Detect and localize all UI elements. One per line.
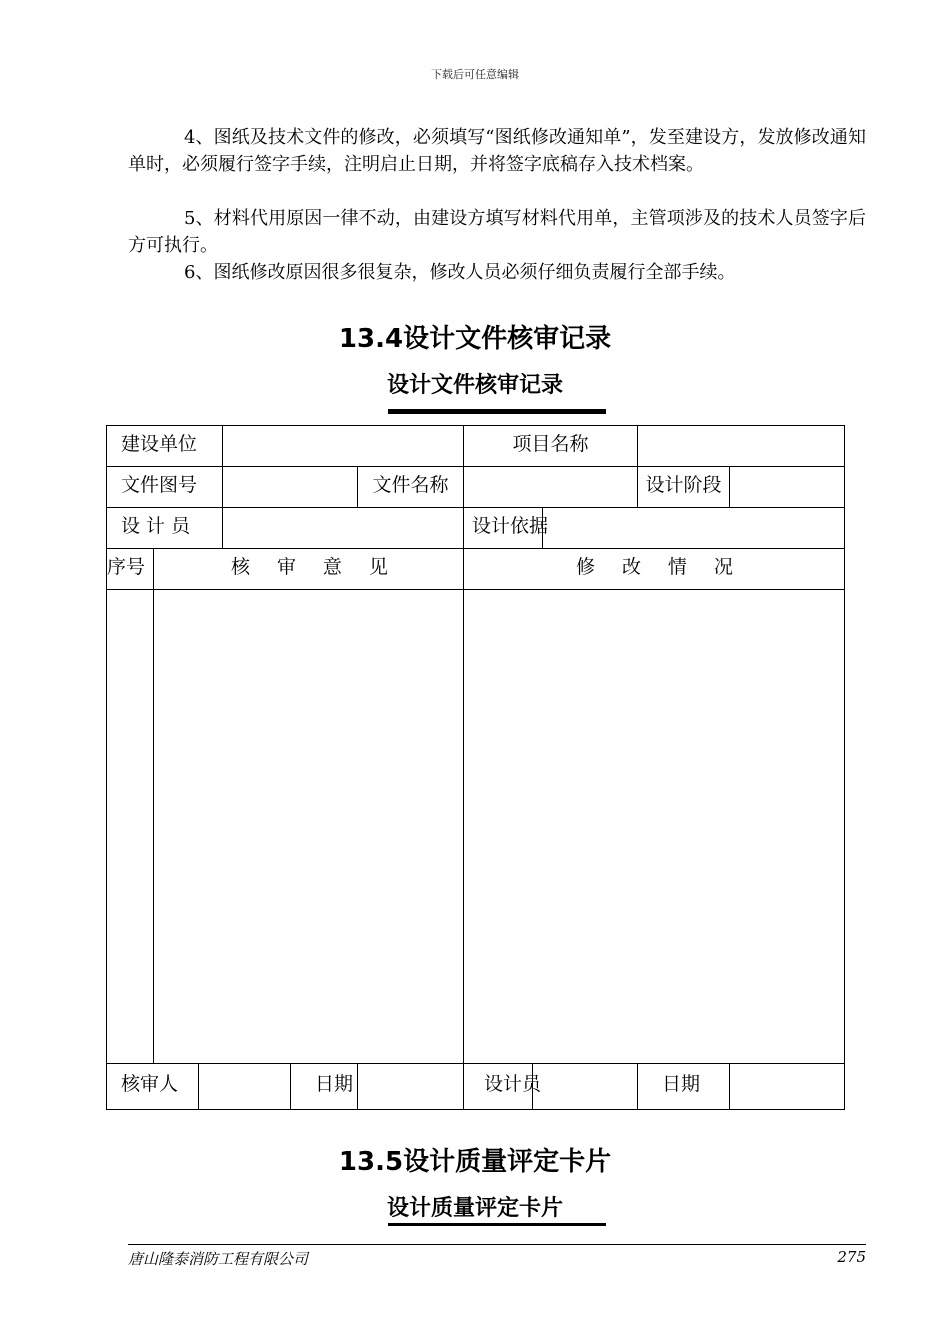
file-name-label: 文件名称 bbox=[358, 467, 464, 508]
revision-status-header: 修 改 情 况 bbox=[464, 549, 845, 590]
review-opinion-cell bbox=[154, 590, 464, 1064]
row-content bbox=[107, 590, 845, 1064]
reviewer-value bbox=[199, 1064, 291, 1110]
reviewer-label: 核审人 bbox=[107, 1064, 199, 1110]
design-review-table bbox=[106, 425, 845, 1110]
design-basis-value bbox=[543, 508, 845, 549]
row-designer bbox=[107, 508, 845, 549]
designer-label: 设 计 员 bbox=[107, 508, 223, 549]
footer-company: 唐山隆泰消防工程有限公司 bbox=[128, 1250, 309, 1268]
table-title-13-4: 设计文件核审记录 bbox=[386, 373, 563, 398]
header-note: 下载后可任意编辑 bbox=[431, 68, 519, 81]
page-number: 275 bbox=[837, 1248, 866, 1266]
designer-sign-value bbox=[533, 1064, 638, 1110]
date-label-1: 日期 bbox=[291, 1064, 358, 1110]
drawing-no-value bbox=[223, 467, 358, 508]
paragraph-4: 4、图纸及技术文件的修改，必须填写“图纸修改通知单”，发至建设方，发放修改通知单时，必须履行签字手续，注明启止日期，并将签字底稿存入技术档案。 bbox=[128, 127, 866, 175]
designer-value bbox=[223, 508, 464, 549]
row-signatures bbox=[107, 1064, 845, 1110]
section-heading-13-4: 13.4设计文件核审记录 bbox=[338, 324, 612, 354]
section-heading-13-5: 13.5设计质量评定卡片 bbox=[338, 1147, 612, 1177]
row-construction-unit bbox=[107, 426, 845, 467]
construction-unit-label: 建设单位 bbox=[107, 426, 223, 467]
date-value-1 bbox=[358, 1064, 464, 1110]
date-value-2 bbox=[730, 1064, 845, 1110]
design-stage-value bbox=[730, 467, 845, 508]
title-underline-13-5 bbox=[388, 1223, 606, 1226]
paragraph-5: 5、材料代用原因一律不动，由建设方填写材料代用单，主管项涉及的技术人员签字后方可执行。 bbox=[128, 208, 866, 256]
drawing-no-label: 文件图号 bbox=[107, 467, 223, 508]
seq-header: 序号 bbox=[107, 549, 154, 590]
seq-cell bbox=[107, 590, 154, 1064]
row-drawing-no bbox=[107, 467, 845, 508]
design-stage-label: 设计阶段 bbox=[638, 467, 730, 508]
file-name-value bbox=[464, 467, 638, 508]
project-name-value bbox=[638, 426, 845, 467]
paragraph-6: 6、图纸修改原因很多很复杂，修改人员必须仔细负责履行全部手续。 bbox=[184, 262, 736, 283]
table-title-13-5: 设计质量评定卡片 bbox=[386, 1196, 563, 1221]
designer-sign-label: 设计员 bbox=[464, 1064, 533, 1110]
row-column-headers bbox=[107, 549, 845, 590]
construction-unit-value bbox=[223, 426, 464, 467]
revision-status-cell bbox=[464, 590, 845, 1064]
date-label-2: 日期 bbox=[638, 1064, 730, 1110]
project-name-label: 项目名称 bbox=[464, 426, 638, 467]
footer-rule bbox=[128, 1244, 866, 1245]
title-underline bbox=[388, 409, 606, 414]
design-basis-label: 设计依据 bbox=[464, 508, 543, 549]
review-opinion-header: 核 审 意 见 bbox=[154, 549, 464, 590]
